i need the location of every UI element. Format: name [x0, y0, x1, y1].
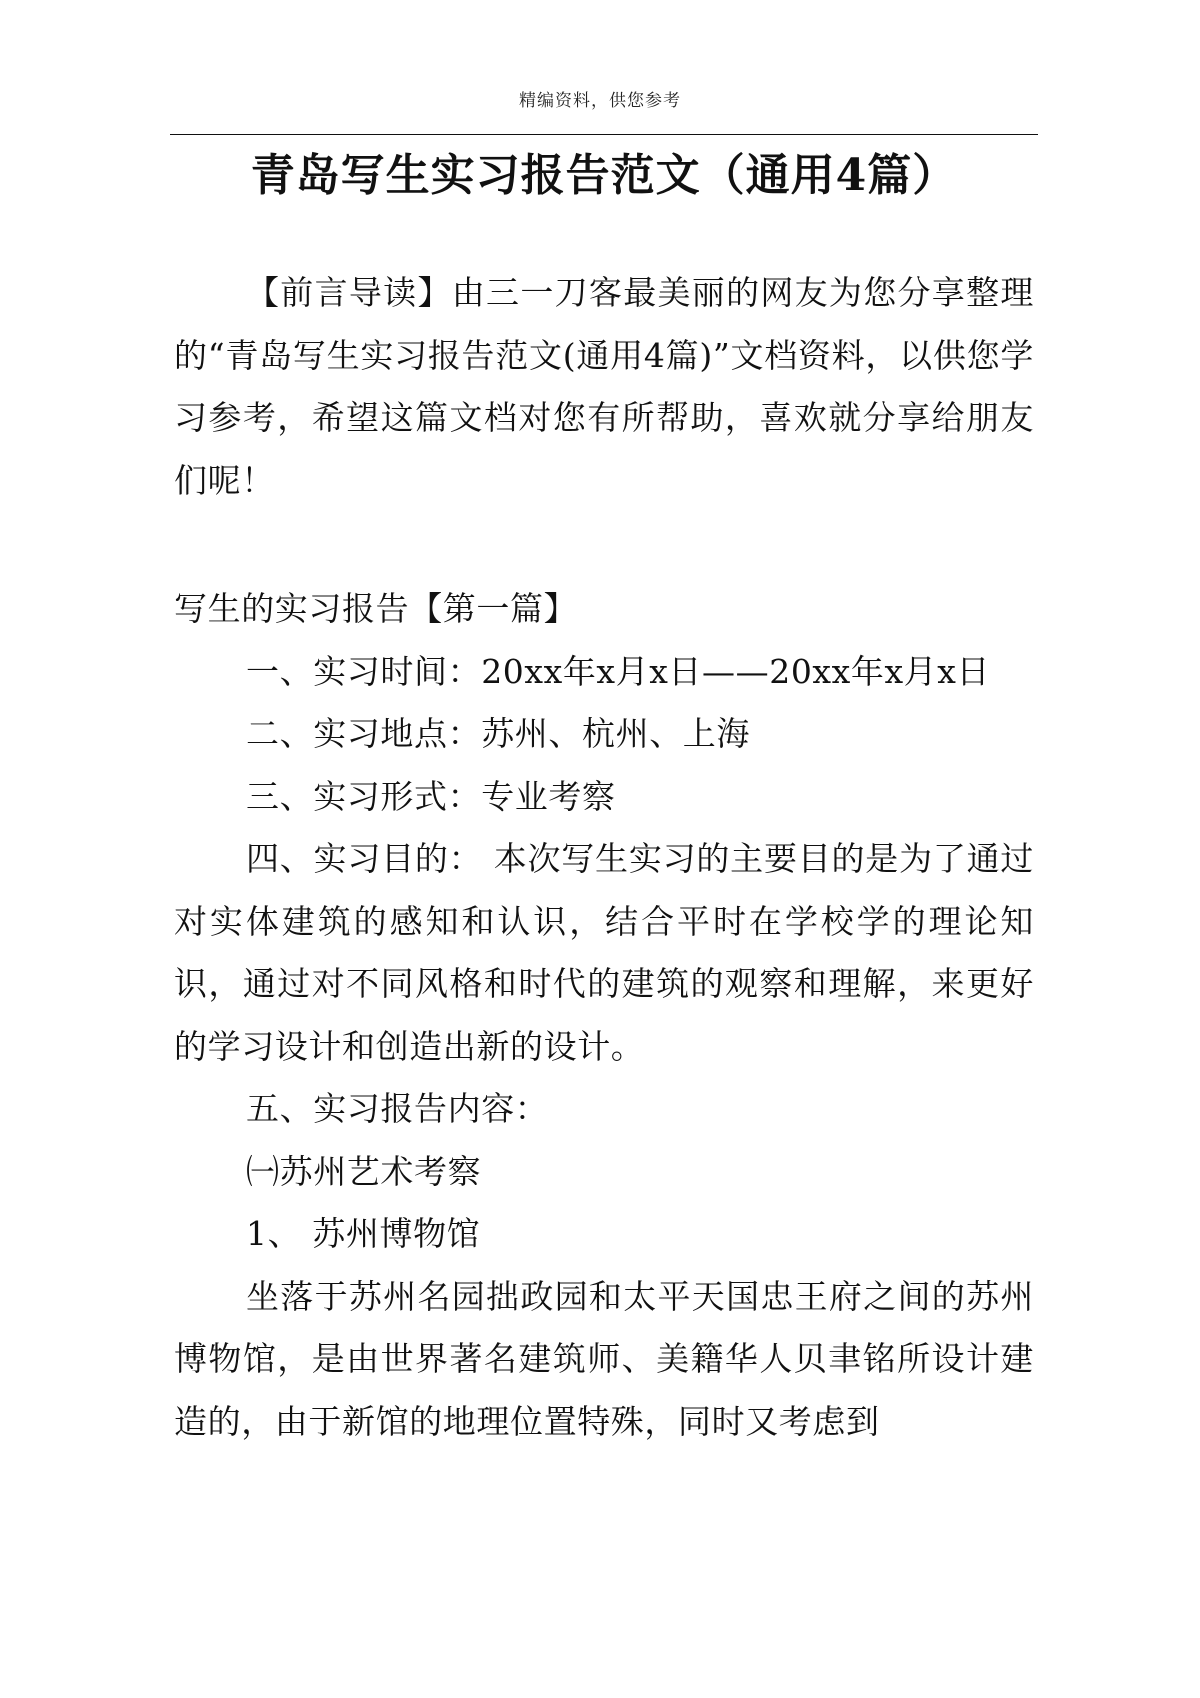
- item-time: 一、实习时间：20xx年x月x日——20xx年x月x日: [246, 651, 991, 691]
- item-form: 三、实习形式：专业考察: [246, 776, 616, 816]
- item-purpose: 四、实习目的： 本次写生实习的主要目的是为了通过对实体建筑的感知和认识，结合平时在学校学的理论知识，通过对不同风格和时代的建筑的观察和理解，来更好的学习设计和创造出新的设计。: [174, 839, 1034, 1066]
- item-place: 二、实习地点：苏州、杭州、上海: [246, 714, 750, 753]
- body-paragraph: 坐落于苏州名园拙政园和太平天国忠王府之间的苏州博物馆，是由世界著名建筑师、美籍华人贝聿铭所设计建造的，由于新馆的地理位置特殊，同时又考虑到: [174, 1276, 1034, 1441]
- section-body: [174, 578, 1034, 1453]
- content-heading: 五、实习报告内容：: [246, 1089, 549, 1128]
- running-header: 精编资料，供您参考: [519, 91, 681, 111]
- header-divider: [170, 134, 1038, 135]
- sub-heading: ㈠苏州艺术考察: [246, 1151, 482, 1191]
- section-heading: 写生的实习报告【第一篇】: [174, 589, 578, 628]
- intro-paragraph: 【前言导读】由三一刀客最美丽的网友为您分享整理的“青岛写生实习报告范文(通用4篇)”文档资料，以供您学习参考，希望这篇文档对您有所帮助，喜欢就分享给朋友们呢！: [174, 273, 1034, 500]
- numbered-item: 1、 苏州博物馆: [246, 1214, 481, 1253]
- intro-block: [174, 262, 1034, 512]
- document-title: 青岛写生实习报告范文（通用4篇）: [250, 150, 958, 201]
